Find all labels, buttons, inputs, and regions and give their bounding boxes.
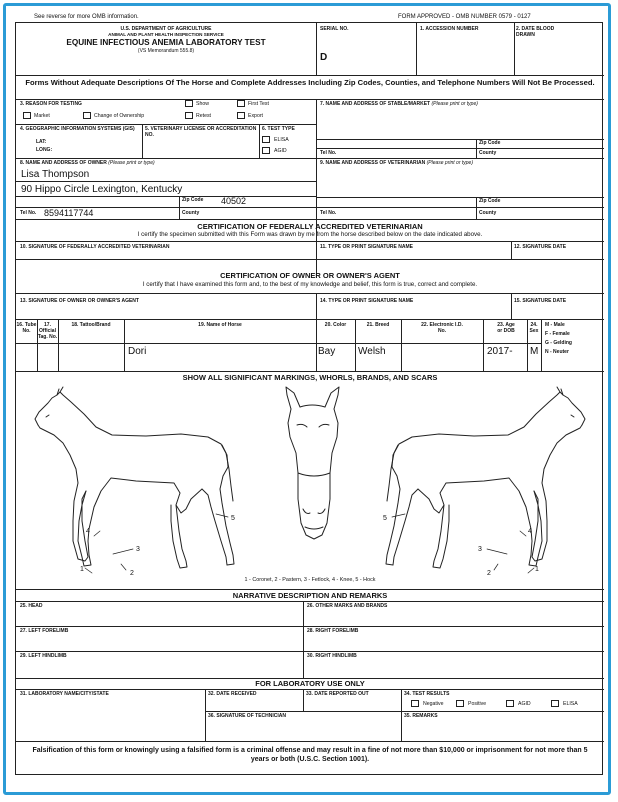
- stable-tel-label: Tel No.: [320, 150, 337, 156]
- reason-export-checkbox[interactable]: [237, 112, 245, 119]
- col-electronic-id: 22. Electronic I.D. No.: [421, 322, 463, 334]
- result-positive-label: Positive: [468, 701, 487, 707]
- right-side-horse-drawing: [386, 387, 585, 568]
- horse-name-value[interactable]: Dori: [128, 346, 147, 357]
- result-elisa-label: ELISA: [563, 701, 578, 707]
- test-elisa-checkbox[interactable]: [262, 136, 270, 143]
- right-hindlimb-label: 30. RIGHT HINDLIMB: [307, 653, 357, 659]
- owner-zip-label: Zip Code: [182, 197, 204, 203]
- left-horse-marker-5: 5: [231, 515, 235, 522]
- accession-field[interactable]: [417, 35, 513, 73]
- reason-export-label: Export: [248, 113, 263, 119]
- left-forelimb-label: 27. LEFT FORELIMB: [20, 628, 69, 634]
- right-horse-marker-1: 1: [535, 566, 539, 573]
- reason-retest-label: Retest: [196, 113, 211, 119]
- form-memo: (VS Memorandum 555.8): [137, 48, 195, 54]
- horse-sex-value[interactable]: M: [530, 346, 539, 357]
- owner-tel-label: Tel No.: [20, 210, 37, 216]
- omb-approval: FORM APPROVED - OMB NUMBER 0579 - 0127: [398, 14, 531, 20]
- falsification-warning: Falsification of this form or knowingly using a falsified form is a criminal offense and may result in a fine of not more than $10,000 or imprisonment for not more than 5 years or both (U.S.C. Section 1001).: [32, 747, 588, 764]
- result-agid-label: AGID: [518, 701, 531, 707]
- left-hindlimb-label: 29. LEFT HINDLIMB: [20, 653, 67, 659]
- reason-ownership-label: Change of Ownership: [94, 113, 145, 119]
- lab-title: FOR LABORATORY USE ONLY: [255, 679, 365, 688]
- date-blood-label: 2. DATE BLOOD DRAWN: [516, 26, 555, 38]
- cert-vet-title: CERTIFICATION OF FEDERALLY ACCREDITED VETERINARIAN: [197, 222, 423, 231]
- sex-key-female: F - Female: [545, 331, 570, 337]
- date-blood-field[interactable]: [515, 41, 603, 73]
- test-elisa-label: ELISA: [274, 137, 289, 143]
- eia-test-form: [15, 22, 603, 775]
- vet-zip-label: Zip Code: [479, 198, 501, 204]
- form-title: EQUINE INFECTIOUS ANEMIA LABORATORY TEST: [66, 38, 266, 47]
- sex-key-male: M - Male: [545, 322, 565, 328]
- narrative-title: NARRATIVE DESCRIPTION AND REMARKS: [232, 591, 388, 600]
- serial-label: SERIAL NO.: [320, 26, 349, 32]
- reason-show-label: Show: [196, 101, 209, 107]
- sex-key-gelding: G - Gelding: [545, 340, 572, 346]
- owner-signature-label: 13. SIGNATURE OF OWNER OR OWNER'S AGENT: [20, 298, 139, 304]
- result-negative-label: Negative: [423, 701, 444, 707]
- right-horse-marker-3: 3: [478, 546, 482, 553]
- result-agid-checkbox[interactable]: [506, 700, 514, 707]
- reason-first-test-checkbox[interactable]: [237, 100, 245, 107]
- owner-county-label: County: [182, 210, 200, 216]
- col-tattoo-brand: 18. Tattoo/Brand: [71, 322, 111, 328]
- col-horse-name: 19. Name of Horse: [198, 322, 242, 328]
- owner-zip-value[interactable]: 40502: [221, 196, 247, 206]
- dept-name: U.S. DEPARTMENT OF AGRICULTURE: [120, 26, 212, 32]
- horse-breed-value[interactable]: Welsh: [358, 346, 386, 357]
- owner-tel-value[interactable]: 8594117744: [44, 208, 94, 218]
- head-front-drawing: [286, 387, 339, 539]
- reason-show-checkbox[interactable]: [185, 100, 193, 107]
- vet-signature-label: 10. SIGNATURE OF FEDERALLY ACCREDITED VETERINARIAN: [20, 244, 170, 250]
- owner-type-name-label: 14. TYPE OR PRINT SIGNATURE NAME: [320, 298, 414, 304]
- remarks-label: 35. REMARKS: [404, 713, 438, 719]
- left-side-horse-drawing: [35, 387, 234, 568]
- owner-sign-date-label: 15. SIGNATURE DATE: [514, 298, 567, 304]
- reason-first-test-label: First Test: [248, 101, 269, 107]
- stable-address-field[interactable]: [317, 107, 603, 139]
- col-breed: 21. Breed: [366, 322, 390, 328]
- markings-title: SHOW ALL SIGNIFICANT MARKINGS, WHORLS, BRANDS, AND SCARS: [182, 373, 438, 382]
- owner-address-value[interactable]: 90 Hippo Circle Lexington, Kentucky: [21, 184, 183, 195]
- vet-address-field[interactable]: [317, 167, 603, 197]
- owner-name-value[interactable]: Lisa Thompson: [21, 169, 90, 180]
- horse-color-value[interactable]: Bay: [318, 346, 336, 357]
- completeness-warning: Forms Without Adequate Descriptions Of The Horse and Complete Addresses Including Zip Codes, Counties, and Telephone Numbers Will Not Be Processed.: [25, 78, 595, 87]
- head-label: 25. HEAD: [20, 603, 43, 609]
- cert-vet-statement: I certify the specimen submitted with this Form was drawn by me from the horse described below on the date indicated above.: [137, 231, 483, 238]
- col-tube-no: 16. Tube No.: [16, 322, 37, 334]
- right-horse-marker-4: 4: [528, 528, 532, 535]
- vet-license-label: 5. VETERINARY LICENSE OR ACCREDITATION NO.: [145, 126, 257, 138]
- other-marks-label: 26. OTHER MARKS AND BRANDS: [307, 603, 388, 609]
- test-agid-checkbox[interactable]: [262, 147, 270, 154]
- test-type-label: 6. TEST TYPE: [262, 126, 295, 132]
- horse-age-value[interactable]: 2017-: [487, 346, 513, 357]
- right-horse-marker-2: 2: [487, 570, 491, 577]
- reverse-note: See reverse for more OMB information.: [34, 14, 139, 20]
- reason-label: 3. REASON FOR TESTING: [20, 101, 82, 107]
- left-horse-marker-2: 2: [130, 570, 134, 577]
- reason-ownership-checkbox[interactable]: [83, 112, 91, 119]
- col-age-dob: 23. Age or DOB: [497, 322, 515, 334]
- sex-key-neuter: N - Neuter: [545, 349, 569, 355]
- markings-legend: 1 - Coronet, 2 - Pastern, 3 - Fetlock, 4 - Knee, 5 - Hock: [244, 577, 376, 583]
- left-horse-marker-4: 4: [86, 528, 90, 535]
- vet-label: 9. NAME AND ADDRESS OF VETERINARIAN (Please print or type): [320, 160, 474, 166]
- test-results-label: 34. TEST RESULTS: [404, 691, 450, 697]
- vet-type-name-label: 11. TYPE OR PRINT SIGNATURE NAME: [320, 244, 413, 250]
- cert-owner-title: CERTIFICATION OF OWNER OR OWNER'S AGENT: [220, 271, 400, 280]
- cert-owner-statement: I certify that I have examined this form and, to the best of my knowledge and belief, this form is true, correct and complete.: [142, 281, 478, 288]
- lab-name-label: 31. LABORATORY NAME/CITY/STATE: [20, 691, 109, 697]
- stable-county-label: County: [479, 150, 497, 156]
- reason-market-label: Market: [34, 113, 50, 119]
- reason-retest-checkbox[interactable]: [185, 112, 193, 119]
- gis-long-label: LONG:: [36, 147, 53, 153]
- left-horse-marker-1: 1: [80, 566, 84, 573]
- vet-tel-label: Tel No.: [320, 210, 337, 216]
- right-forelimb-label: 28. RIGHT FORELIMB: [307, 628, 359, 634]
- left-horse-marker-3: 3: [136, 546, 140, 553]
- col-sex: 24. Sex: [529, 322, 539, 334]
- gis-label: 4. GEOGRAPHIC INFORMATION SYSTEMS (GIS): [20, 126, 135, 132]
- test-agid-label: AGID: [274, 148, 287, 154]
- result-elisa-checkbox[interactable]: [551, 700, 559, 707]
- result-positive-checkbox[interactable]: [456, 700, 464, 707]
- gis-lat-label: LAT:: [36, 139, 47, 145]
- serial-value[interactable]: D: [320, 52, 328, 63]
- agency-name: ANIMAL AND PLANT HEALTH INSPECTION SERVICE: [108, 32, 224, 37]
- right-horse-marker-5: 5: [383, 515, 387, 522]
- owner-label: 8. NAME AND ADDRESS OF OWNER (Please print or type): [20, 160, 155, 166]
- col-official-tag: 17. Official Tag. No.: [37, 322, 58, 340]
- accession-label: 1. ACCESSION NUMBER: [420, 26, 479, 32]
- technician-signature-label: 36. SIGNATURE OF TECHNICIAN: [208, 713, 286, 719]
- vet-county-label: County: [479, 210, 497, 216]
- date-reported-label: 33. DATE REPORTED OUT: [306, 691, 369, 697]
- stable-label: 7. NAME AND ADDRESS OF STABLE/MARKET (Please print or type): [320, 101, 478, 107]
- horse-markings-diagram[interactable]: [16, 381, 604, 583]
- vet-sign-date-label: 12. SIGNATURE DATE: [514, 244, 567, 250]
- result-negative-checkbox[interactable]: [411, 700, 419, 707]
- date-received-label: 32. DATE RECEIVED: [208, 691, 257, 697]
- reason-market-checkbox[interactable]: [23, 112, 31, 119]
- col-color: 20. Color: [324, 322, 347, 328]
- stable-zip-label: Zip Code: [479, 140, 501, 146]
